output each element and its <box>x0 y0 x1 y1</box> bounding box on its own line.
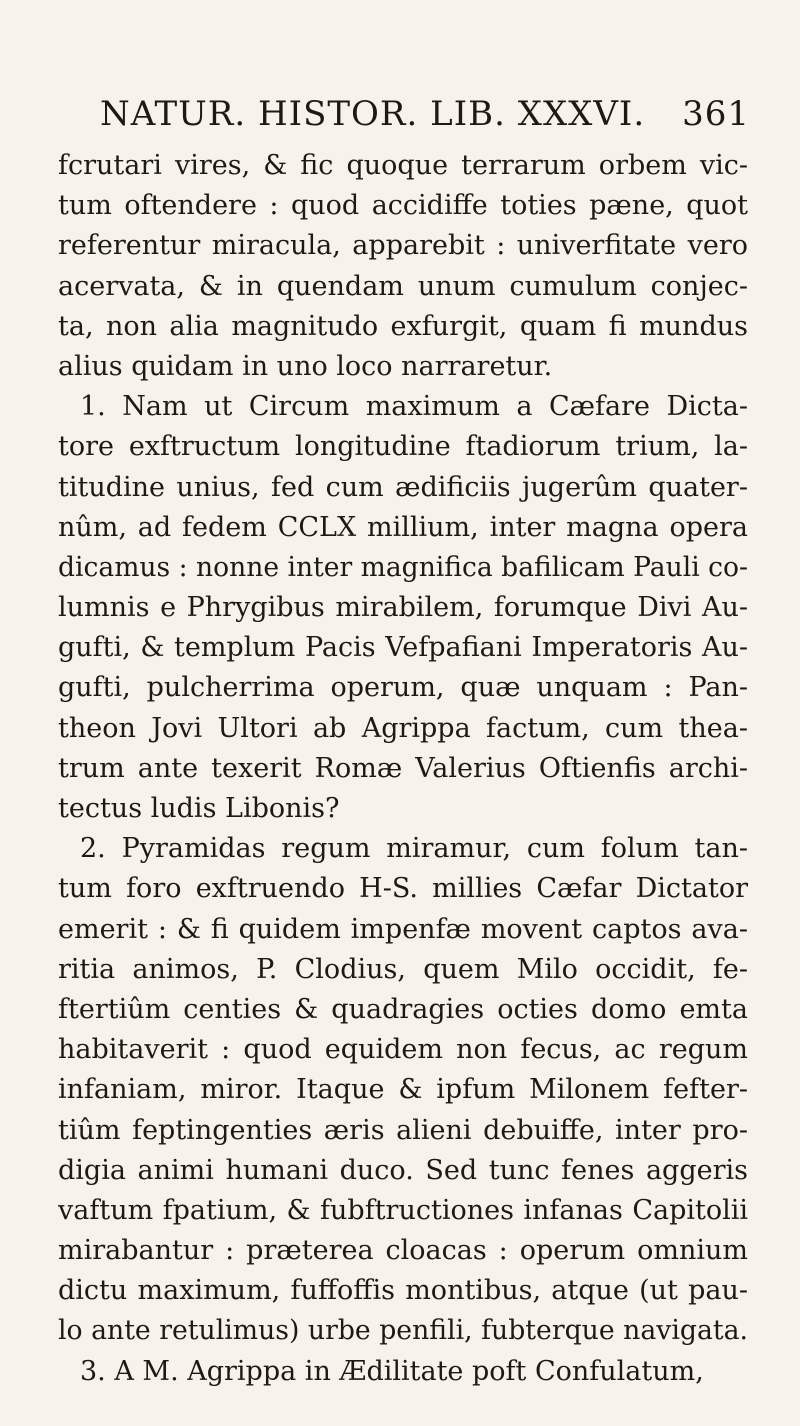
text-line: emerit : & fi quidem impenfæ movent captos ava- <box>58 913 748 945</box>
text-line: ritia animos, P. Clodius, quem Milo occidit, fe- <box>58 953 748 985</box>
text-line: tore exftructum longitudine ftadiorum trium, la- <box>58 431 748 463</box>
text-line: lo ante retulimus) urbe penfili, fubterque navigata. <box>58 1315 748 1347</box>
text-line: mirabantur : præterea cloacas : operum omnium <box>58 1235 748 1267</box>
text-line: gufti, & templum Pacis Vefpafiani Imperatoris Au- <box>58 632 748 664</box>
text-line: tum oftendere : quod accidiffe toties pæne, quot <box>58 190 748 222</box>
text-line: referentur miracula, apparebit : univerfitate vero <box>58 230 748 262</box>
body-text <box>58 146 748 1392</box>
text-line: tum foro exftruendo H-S. millies Cæfar Dictator <box>58 873 748 905</box>
text-line: acervata, & in quendam unum cumulum conjec- <box>58 270 748 302</box>
text-line: gufti, pulcherrima operum, quæ unquam : Pan- <box>58 672 748 704</box>
text-line: titudine unius, fed cum ædificiis jugerûm quater- <box>58 471 748 503</box>
text-line: tiûm feptingenties æris alieni debuiffe, inter pro- <box>58 1114 748 1146</box>
running-head-title: NATUR. HISTOR. LIB. XXXVI. <box>100 94 646 134</box>
text-line: 2. Pyramidas regum miramur, cum folum tan- <box>80 833 748 865</box>
text-line: fcrutari vires, & fic quoque terrarum orbem vic- <box>58 150 748 181</box>
text-line: vaftum fpatium, & fubftructiones infanas Capitolii <box>58 1194 748 1226</box>
running-head <box>100 94 750 134</box>
text-line: dictu maximum, fuffoffis montibus, atque (ut pau- <box>58 1275 748 1307</box>
text-line: habitaverit : quod equidem non fecus, ac regum <box>58 1034 748 1066</box>
text-line: theon Jovi Ultori ab Agrippa factum, cum thea- <box>58 712 748 744</box>
text-line: dicamus : nonne inter magnifica bafilicam Pauli co- <box>58 551 748 583</box>
text-line: digia animi humani duco. Sed tunc fenes aggeris <box>58 1154 748 1186</box>
text-line: 3. A M. Agrippa in Ædilitate poft Confulatum, <box>80 1355 704 1387</box>
text-line: nûm, ad fedem CCLX millium, inter magna opera <box>58 511 748 543</box>
text-line: trum ante texerit Romæ Valerius Oftienfis archi- <box>58 752 748 784</box>
text-line: infaniam, miror. Itaque & ipfum Milonem fefter- <box>58 1074 748 1106</box>
text-line: lumnis e Phrygibus mirabilem, forumque Divi Au- <box>58 592 748 624</box>
text-line: 1. Nam ut Circum maximum a Cæfare Dicta- <box>80 391 748 423</box>
text-line: tectus ludis Libonis? <box>58 793 340 824</box>
page-number: 361 <box>682 94 750 134</box>
text-line: ftertiûm centies & quadragies octies domo emta <box>58 993 748 1025</box>
text-line: ta, non alia magnitudo exfurgit, quam fi mundus <box>58 310 748 342</box>
text-line: alius quidam in uno loco narraretur. <box>58 350 553 382</box>
